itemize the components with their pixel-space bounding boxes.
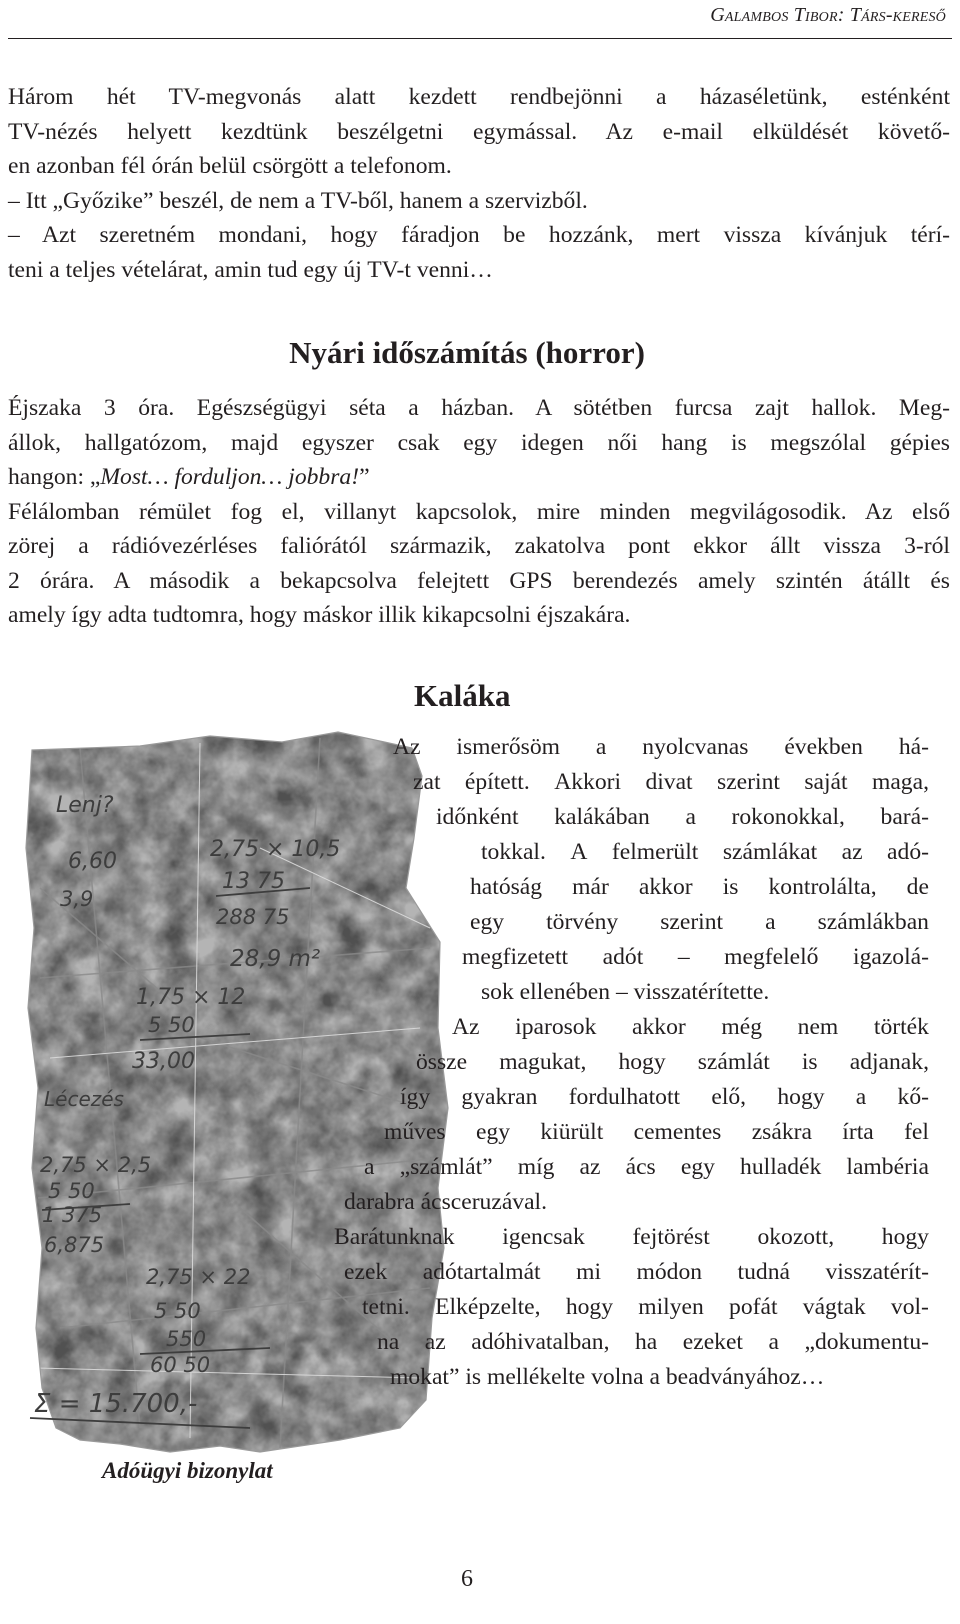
handwriting-total: Σ = 15.700,- [34, 1389, 198, 1419]
word: visszatérít- [825, 1259, 929, 1285]
word: pofát [729, 1294, 778, 1320]
text-line [8, 460, 950, 495]
word: Barátunknak [334, 1224, 455, 1250]
handwriting-1375b: 1 375 [42, 1203, 103, 1227]
word: milyen [638, 1294, 704, 1320]
handwriting-550a: 5 50 [148, 1013, 195, 1037]
header-rule [8, 38, 952, 39]
word: adótartalmát [422, 1259, 541, 1285]
word: hatóság [470, 874, 543, 900]
word: akkor [632, 1014, 686, 1040]
text-line: Éjszaka 3 óra. Egészségügyi séta a házban. A sötétben furcsa zajt hallok. Meg- [8, 395, 950, 421]
section-heading-nyari: Nyári időszámítás (horror) [289, 335, 645, 370]
text-line [393, 734, 929, 768]
handwriting-275x22: 2,75 × 22 [146, 1265, 251, 1289]
word: cementes [633, 1119, 722, 1145]
handwriting-275x105: 2,75 × 10,5 [210, 837, 341, 862]
word: az [424, 1329, 446, 1355]
word: tudná [737, 1259, 790, 1285]
word: „dokumentu- [804, 1329, 929, 1355]
text-line: Három hét TV-megvonás alatt kezdett rendbejönni a házaséletünk, esténként [8, 84, 950, 110]
word: műves [384, 1119, 446, 1145]
text-line: sok ellenében – visszatérítette. [481, 979, 770, 1005]
text-line [470, 909, 929, 943]
word: megfizetett [462, 944, 569, 970]
text-line [462, 944, 929, 978]
word: hogy [777, 1084, 825, 1110]
word: az [841, 839, 863, 865]
word: az [579, 1154, 601, 1180]
text-line [436, 804, 929, 838]
word: „számlát” [399, 1154, 493, 1180]
word: is [801, 1049, 818, 1075]
text-line: Félálomban rémület fog el, villanyt kapcsolok, mire minden megvilágosodik. Az első [8, 498, 950, 525]
word: adót [602, 944, 644, 970]
word: a [855, 1084, 867, 1110]
word: ezek [344, 1259, 388, 1285]
gps-quote: Most… forduljon… jobbra! [100, 464, 360, 490]
text-line: darabra ácsceruzával. [344, 1189, 548, 1215]
word: számlákban [817, 909, 929, 935]
word: épített. [464, 769, 530, 795]
word: igencsak [502, 1224, 585, 1250]
word: kő- [897, 1084, 929, 1110]
word: adóhivatalban, [471, 1329, 610, 1355]
word: fejtörést [632, 1224, 710, 1250]
word: gyakran [461, 1084, 538, 1110]
word: hogy [881, 1224, 929, 1250]
handwriting-lecezes: Lécezés [44, 1087, 124, 1111]
word: saját [804, 769, 848, 795]
word: egy [470, 909, 505, 935]
text-line [400, 1084, 929, 1118]
word: míg [517, 1154, 555, 1180]
word: bará- [880, 804, 929, 830]
word: hulladék [740, 1154, 822, 1180]
word: felmerült [611, 839, 699, 865]
word: Az [452, 1014, 480, 1040]
word: vol- [890, 1294, 929, 1320]
word: számlákat [722, 839, 818, 865]
word: a [595, 734, 607, 760]
handwriting-660: 6,60 [68, 849, 117, 874]
word: lambéria [846, 1154, 929, 1180]
word: tokkal. [481, 839, 546, 865]
word: írta [842, 1119, 874, 1145]
word: akkor [638, 874, 693, 900]
word: törték [873, 1014, 929, 1040]
word: igazolá- [853, 944, 929, 970]
handwriting-550c: 5 50 [154, 1299, 201, 1323]
text-line: mokat” is mellékelte volna a beadványához… [390, 1364, 825, 1390]
word: módon [636, 1259, 703, 1285]
intro-text [8, 80, 950, 287]
text-line [452, 1014, 929, 1048]
word: hogy [565, 1294, 613, 1320]
word: iparosok [515, 1014, 597, 1040]
word: nyolcvanas [642, 734, 749, 760]
word: törvény [546, 909, 619, 935]
word: a [765, 909, 776, 935]
word: még [721, 1014, 763, 1040]
text-line: TV-nézés helyett kezdtünk beszélgetni egymással. Az e-mail elküldését követő- [8, 118, 950, 145]
running-head: Galambos Tibor: Társ-kereső [710, 4, 946, 26]
word: A [570, 839, 588, 865]
text-line: állok, hallgatózom, majd egyszer csak egy idegen női hang is megszólal gépies [8, 429, 950, 456]
text-line [344, 1259, 929, 1293]
word: szerint [717, 769, 780, 795]
word: megfelelő [724, 944, 819, 970]
nyari-text [8, 391, 950, 633]
word: szerint [660, 909, 724, 935]
quote-suffix: ” [359, 464, 370, 490]
text-line [470, 874, 929, 908]
word: okozott, [757, 1224, 835, 1250]
word: számlát [697, 1049, 770, 1075]
handwriting-275x25: 2,75 × 2,5 [40, 1153, 152, 1177]
word: össze [416, 1049, 468, 1075]
word: fordulhatott [568, 1084, 681, 1110]
word: időnként [436, 804, 519, 830]
word: adjanak, [849, 1049, 929, 1075]
word: adó- [887, 839, 929, 865]
word: na [377, 1329, 400, 1355]
handwriting-289m2: 28,9 m² [230, 946, 321, 972]
handwriting-175x12: 1,75 × 12 [136, 985, 246, 1010]
word: de [906, 874, 929, 900]
handwriting-6875: 6,875 [44, 1233, 105, 1257]
handwriting-39: 3,9 [60, 887, 94, 911]
section-heading-kalaka: Kaláka [414, 678, 511, 713]
text-line [481, 839, 929, 873]
word: há- [898, 734, 929, 760]
word: hogy [618, 1049, 666, 1075]
word: magukat, [499, 1049, 587, 1075]
word: fel [904, 1119, 929, 1145]
figure-caption: Adóügyi bizonylat [102, 1458, 273, 1483]
word: vágtak [802, 1294, 866, 1320]
text-line [364, 1154, 929, 1188]
text-line: amely így adta tudtomra, hogy máskor illik kikapcsolni éjszakára. [8, 602, 631, 628]
word: a [364, 1154, 375, 1180]
word: elő, [711, 1084, 747, 1110]
word: egy [680, 1154, 715, 1180]
word: maga, [871, 769, 929, 795]
word: – [677, 944, 690, 970]
word: így [400, 1084, 431, 1110]
word: zat [413, 769, 441, 795]
text-line: en azonban fél órán belül csörgött a telefonom. [8, 153, 452, 179]
text-line [413, 769, 929, 803]
word: már [572, 874, 609, 900]
handwriting-lenj: Lenj? [56, 793, 114, 818]
word: divat [645, 769, 693, 795]
handwriting-6050: 60 50 [150, 1353, 211, 1377]
text-line: zörej a rádióvezérléses faliórától származik, zakatolva pont ekkor állt vissza 3-ról [8, 533, 950, 559]
text-line [384, 1119, 929, 1153]
word: kalákában [554, 804, 650, 830]
word: egy [475, 1119, 511, 1145]
word: nem [797, 1014, 839, 1040]
text-line [334, 1224, 929, 1258]
text-line [362, 1294, 929, 1328]
handwriting-3300: 33,00 [132, 1049, 195, 1074]
word: ács [625, 1154, 656, 1180]
page-number: 6 [461, 1566, 473, 1592]
word: a [685, 804, 696, 830]
word: tetni. [362, 1294, 410, 1320]
text-line [377, 1329, 929, 1363]
text-line: – Itt „Győzike” beszél, de nem a TV-ből, hanem a szervizből. [8, 187, 588, 214]
word: ismerősöm [456, 734, 560, 760]
word: években [784, 734, 863, 760]
word: kontrolálta, [768, 874, 877, 900]
word: ezeket [682, 1329, 743, 1355]
word: is [722, 874, 739, 900]
handwriting-1375: 13 75 [222, 869, 285, 894]
handwriting-28875: 288 75 [216, 905, 290, 929]
word: rokonokkal, [731, 804, 845, 830]
text-line: teni a teljes vételárat, amin tud egy új TV-t venni… [8, 256, 493, 283]
word: ha [634, 1329, 658, 1355]
quote-prefix: hangon: „ [8, 464, 101, 490]
word: Akkori [554, 769, 622, 795]
text-line [416, 1049, 929, 1083]
text-line: 2 órára. A második a bekapcsolva felejtett GPS berendezés amely szintén átállt és [8, 567, 950, 594]
word: kiürült [540, 1119, 604, 1145]
word: zsákra [751, 1119, 812, 1145]
text-line: – Azt szeretném mondani, hogy fáradjon be hozzánk, mert vissza kívánjuk térí- [8, 222, 950, 248]
handwriting-550d: 550 [166, 1327, 207, 1351]
word: Az [393, 734, 421, 760]
word: Elképzelte, [435, 1294, 541, 1320]
word: mi [576, 1259, 602, 1285]
word: a [768, 1329, 779, 1355]
handwriting-550b: 5 50 [48, 1179, 95, 1203]
